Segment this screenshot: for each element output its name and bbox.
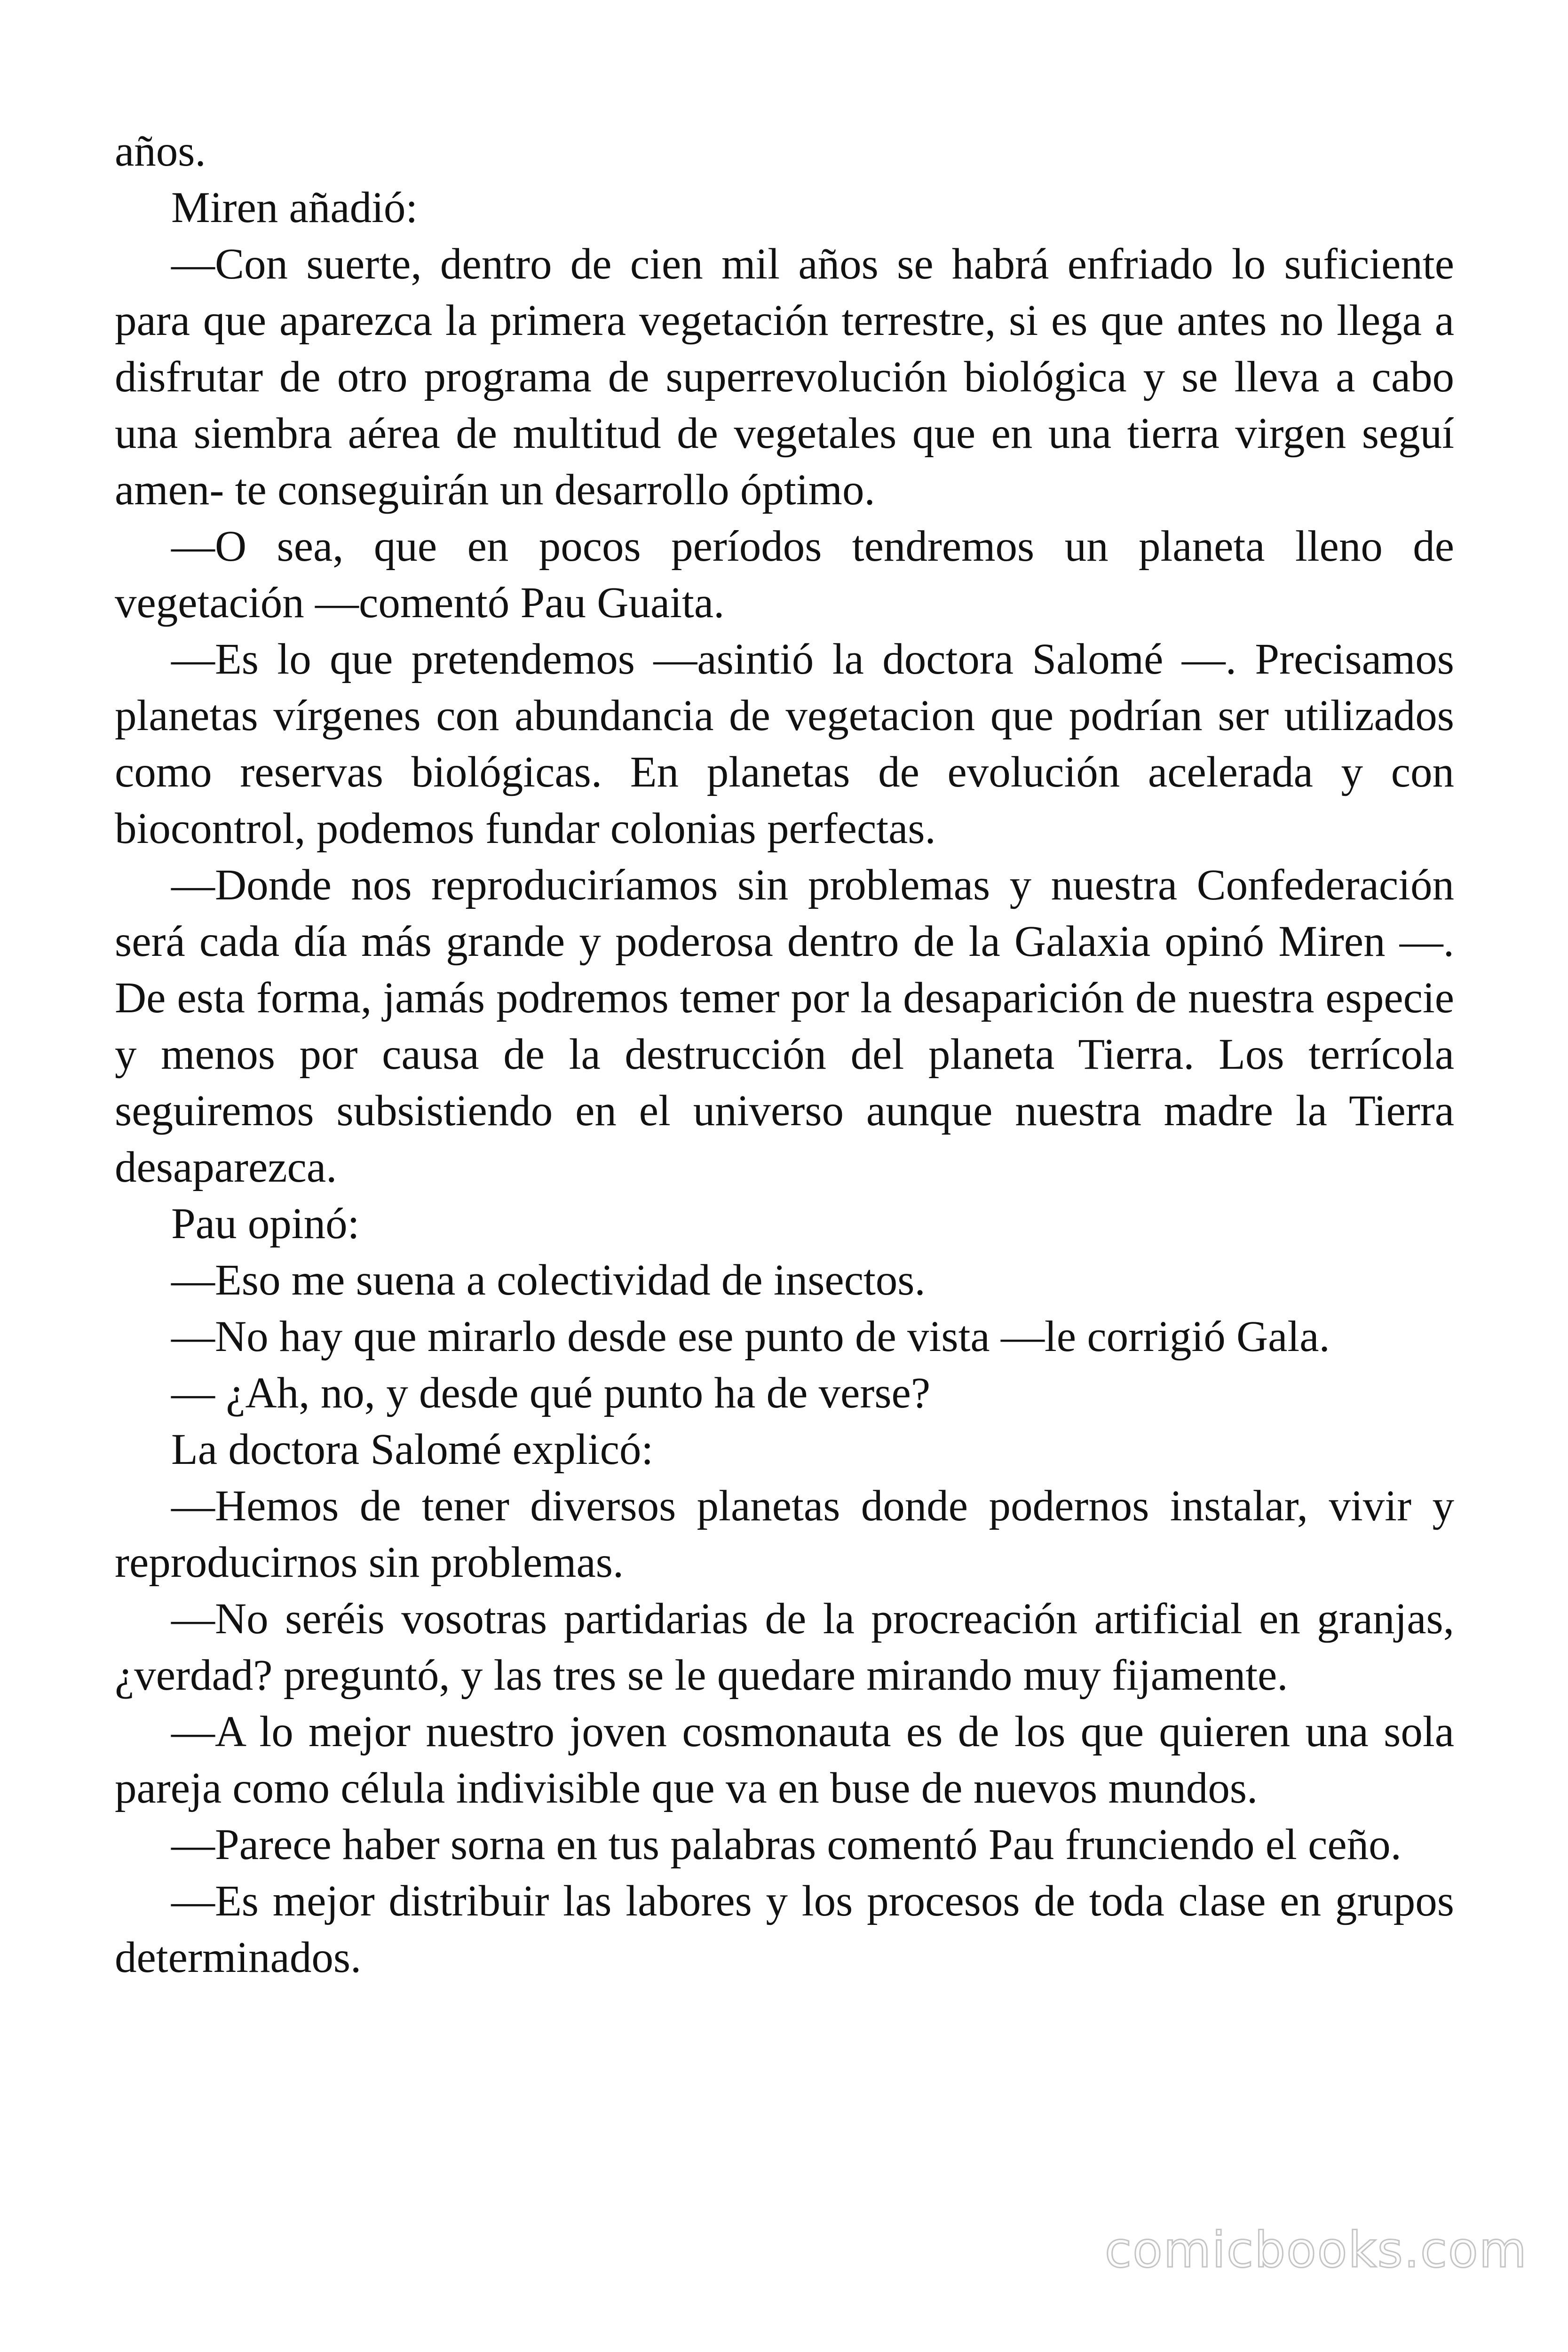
paragraph: —A lo mejor nuestro joven cosmonauta es de los que quieren una sola pareja como célula indivisible que va en buse de nuevos mundos. <box>115 1708 1454 1812</box>
paragraph: Pau opinó: <box>171 1200 360 1248</box>
paragraph: —O sea, que en pocos períodos tendremos un planeta lleno de vegetación —comentó Pau Guaita. <box>115 522 1454 627</box>
page-body <box>115 123 1454 1986</box>
paragraph-continuation: años. <box>115 127 206 175</box>
paragraph: — ¿Ah, no, y desde qué punto ha de verse? <box>171 1369 931 1417</box>
paragraph: —Parece haber sorna en tus palabras comentó Pau frunciendo el ceño. <box>171 1820 1402 1869</box>
paragraph: —Es mejor distribuir las labores y los procesos de toda clase en grupos determinados. <box>115 1877 1454 1982</box>
paragraph: —Eso me suena a colectividad de insectos. <box>171 1256 926 1304</box>
watermark: comicbooks.com <box>1104 2221 1528 2279</box>
paragraph: —Es lo que pretendemos —asintió la doctora Salomé —. Precisamos planetas vírgenes con abundancia de vegetacion que podrían ser utilizados como reservas biológicas. En planetas de evolución acelerada y con biocontrol, podemos fundar colonias perfectas. <box>115 635 1454 853</box>
paragraph: —No seréis vosotras partidarias de la procreación artificial en granjas, ¿verdad? preguntó, y las tres se le quedare mirando muy fijamente. <box>115 1595 1454 1700</box>
paragraph: Miren añadió: <box>171 183 418 232</box>
paragraph: La doctora Salomé explicó: <box>171 1425 654 1474</box>
paragraph: —Donde nos reproduciríamos sin problemas y nuestra Confederación será cada día más grande y poderosa dentro de la Galaxia opinó Miren —. De esta forma, jamás podremos temer por la desaparición de nuestra especie y menos por causa de la destrucción del planeta Tierra. Los terrícola seguiremos subsistiendo en el universo aunque nuestra madre la Tierra desaparezca. <box>115 861 1454 1192</box>
paragraph: —Hemos de tener diversos planetas donde podernos instalar, vivir y reproducirnos sin problemas. <box>115 1482 1454 1587</box>
paragraph: —No hay que mirarlo desde ese punto de vista —le corrigió Gala. <box>171 1312 1330 1361</box>
paragraph: —Con suerte, dentro de cien mil años se habrá enfriado lo suficiente para que aparezca la primera vegetación terrestre, si es que antes no llega a disfrutar de otro programa de superrevolución biológica y se lleva a cabo una siembra aérea de multitud de vegetales que en una tierra virgen seguí amen- te conseguirán un desarrollo óptimo. <box>115 240 1454 514</box>
